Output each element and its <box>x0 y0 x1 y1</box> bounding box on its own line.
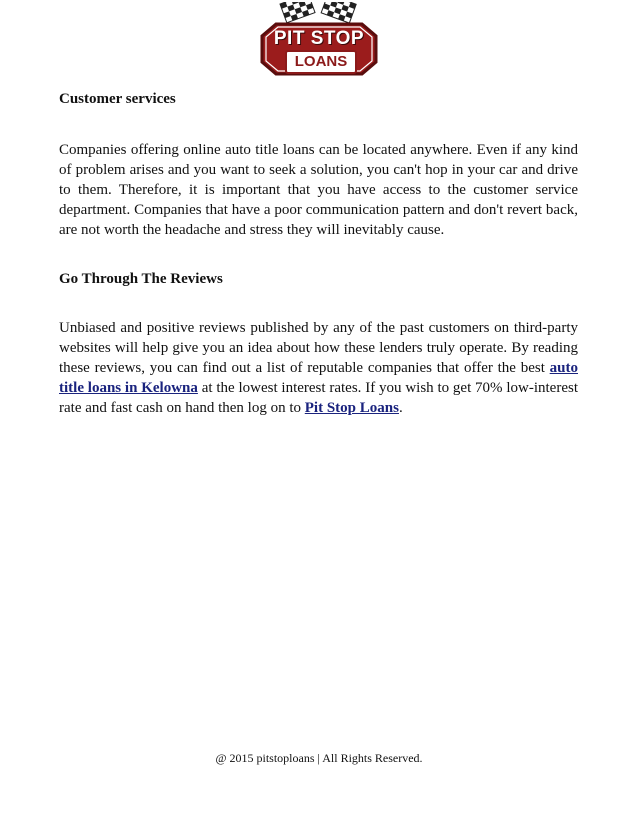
section-title-reviews: Go Through The Reviews <box>59 271 223 287</box>
section-body-reviews <box>59 318 578 418</box>
pit-stop-loans-logo <box>258 2 380 78</box>
reviews-text-part2: at the lowest interest rates. If you wish to get 70% low-interest rate and fast cash on hand then log on to <box>59 380 578 416</box>
auto-title-loans-kelowna-link[interactable]: auto title loans in Kelowna <box>59 360 578 396</box>
document-body <box>59 88 578 418</box>
reviews-text-part1: Unbiased and positive reviews published by any of the past customers on third-party websites will help give you an idea about how these lenders truly operate. By reading these reviews, you can find out a list of reputable companies that offer the best <box>59 320 578 376</box>
section-title-customer-services: Customer services <box>59 91 176 107</box>
footer-copyright: @ 2015 pitstoploans | All Rights Reserved. <box>215 751 423 765</box>
reviews-text-part3: . <box>398 400 403 416</box>
logo-text-pit-stop: PIT STOP <box>273 28 365 49</box>
section-body-customer-services: Companies offering online auto title loans can be located anywhere. Even if any kind of problem arises and you want to seek a solution, you can't hop in your car and drive to them. Therefore, it is important that you have access to the customer service department. Companies that have a poor communication pattern and don't revert back, are not worth the headache and stress they will inevitably cause. <box>59 142 578 238</box>
pit-stop-loans-link[interactable]: Pit Stop Loans <box>304 400 399 416</box>
logo-text-loans: LOANS <box>285 50 357 74</box>
